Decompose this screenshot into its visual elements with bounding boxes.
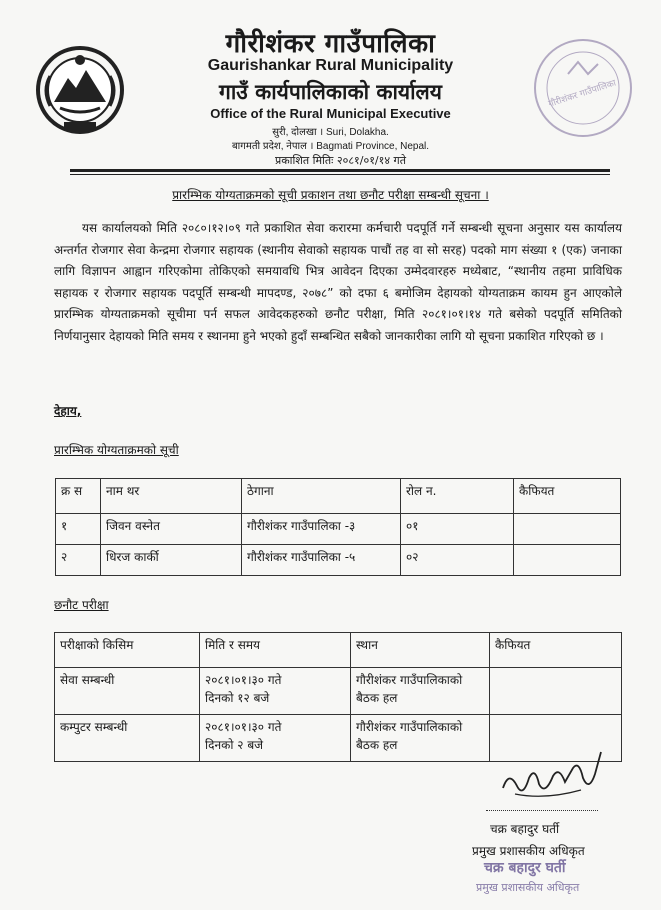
header-name: नाम थर <box>101 479 242 514</box>
seal-text: गौरीशंकर गाउँपालिका <box>547 78 618 110</box>
header-exam-type: परीक्षाको किसिम <box>55 633 200 668</box>
exam-date: २०८१।०१।३० गते <box>205 720 282 734</box>
municipality-title-en: Gaurishankar Rural Municipality <box>207 57 454 74</box>
header-serial: क्र स <box>56 479 101 514</box>
address-cell: गौरीशंकर गाउँपालिका -५ <box>242 545 401 576</box>
address-cell: गौरीशंकर गाउँपालिका -३ <box>242 514 401 545</box>
header-divider-thin <box>70 174 610 175</box>
roll-cell: ०१ <box>401 514 514 545</box>
serial-cell: २ <box>56 545 101 576</box>
address-line-1: सुरी, दोलखा । Suri, Dolakha. <box>272 127 389 138</box>
venue-cell <box>351 668 490 715</box>
stamp-post: प्रमुख प्रशासकीय अधिकृत <box>476 881 580 894</box>
signature-line <box>486 810 598 811</box>
signatory-name: चक्र बहादुर घर्ती <box>490 822 560 836</box>
exam-schedule-table <box>54 632 622 762</box>
exam-heading: छनौट परीक्षा <box>54 598 109 612</box>
header-venue: स्थान <box>351 633 490 668</box>
dehay-label: देहाय, <box>54 404 82 418</box>
table-row <box>55 668 622 715</box>
exam-time: दिनको १२ बजे <box>205 691 270 705</box>
table-row <box>56 545 621 576</box>
published-date: प्रकाशित मितिः २०८१/०१/१४ गते <box>274 154 407 167</box>
exam-type-cell: सेवा सम्बन्धी <box>55 668 200 715</box>
office-title-en: Office of the Rural Municipal Executive <box>210 106 451 121</box>
office-title-np: गाउँ कार्यपालिकाको कार्यालय <box>219 80 442 104</box>
header-remarks: कैफियत <box>490 633 622 668</box>
signatory-post: प्रमुख प्रशासकीय अधिकृत <box>472 844 585 858</box>
venue-line-1: गौरीशंकर गाउँपालिकाको <box>356 720 463 734</box>
remarks-cell <box>490 668 622 715</box>
remarks-cell <box>514 514 621 545</box>
header-remarks: कैफियत <box>514 479 621 514</box>
venue-line-1: गौरीशंकर गाउँपालिकाको <box>356 673 463 687</box>
venue-line-2: बैठक हल <box>356 691 398 705</box>
municipality-title-np: गौरीशंकर गाउँपालिका <box>225 29 436 59</box>
table-row <box>56 514 621 545</box>
merit-list-heading: प्रारम्भिक योग्यताक्रमको सूची <box>54 443 179 457</box>
header-date-time: मिति र समय <box>200 633 351 668</box>
merit-list-table <box>55 478 621 576</box>
header-roll: रोल न. <box>401 479 514 514</box>
notice-subject: प्रारम्भिक योग्यताक्रमको सूची प्रकाशन तथा छनौट परीक्षा सम्बन्धी सूचना । <box>172 188 489 202</box>
date-time-cell <box>200 715 351 762</box>
table-header-row <box>55 633 622 668</box>
serial-cell: १ <box>56 514 101 545</box>
address-line-2: बागमती प्रदेश, नेपाल । Bagmati Province, Nepal. <box>231 141 430 152</box>
exam-time: दिनको २ बजे <box>205 738 264 752</box>
exam-type-cell: कम्पुटर सम्बन्धी <box>55 715 200 762</box>
handwritten-signature <box>495 748 605 810</box>
notice-body: यस कार्यालयको मिति २०८०।१२।०९ गते प्रकाशित सेवा करारमा कर्मचारी पदपूर्ति गर्ने सम्बन्धी सूचना अनुसार यस कार्यालय अन्तर्गत रोजगार सेवा केन्द्रमा रोजगार सहायक (स्थानीय सेवाको सहायक पाचौं तह वा सो सरह) पदको माग संख्या १ (एक) जनाका लागि विज्ञापन आह्वान गरिएकोमा तोकिएको समयावधि भित्र आवेदन दिएका उम्मेदवारहरु मध्येबाट, “स्थानीय तहमा प्राविधिक सहायक र रोजगार सहायक पदपूर्ति सम्बन्धी मापदण्ड, २०७८” को दफा ६ बमोजिम देहायको योग्यताक्रम कायम हुन आएकोले प्रारम्भिक योग्यताक्रमको सूचीमा पर्न सफल आवेदकहरुको छनौट परीक्षा, मिति २०८१।०१।१४ गते बसेको पदपूर्ति समितिको निर्णयानुसार देहायको मिति समय र स्थानमा हुने भएको हुदाँ सम्बन्धित सबैको जानकारीका लागि यो सूचना प्रकाशित गरिएको छ । <box>54 221 622 343</box>
exam-date: २०८१।०१।३० गते <box>205 673 282 687</box>
stamp-name: चक्र बहादुर घर्ती <box>484 860 566 876</box>
name-cell: धिरज कार्की <box>101 545 242 576</box>
name-cell: जिवन वस्नेत <box>101 514 242 545</box>
remarks-cell <box>514 545 621 576</box>
header-divider-thick <box>70 169 610 172</box>
venue-cell <box>351 715 490 762</box>
venue-line-2: बैठक हल <box>356 738 398 752</box>
date-time-cell <box>200 668 351 715</box>
roll-cell: ०२ <box>401 545 514 576</box>
header-address: ठेगाना <box>242 479 401 514</box>
table-header-row <box>56 479 621 514</box>
